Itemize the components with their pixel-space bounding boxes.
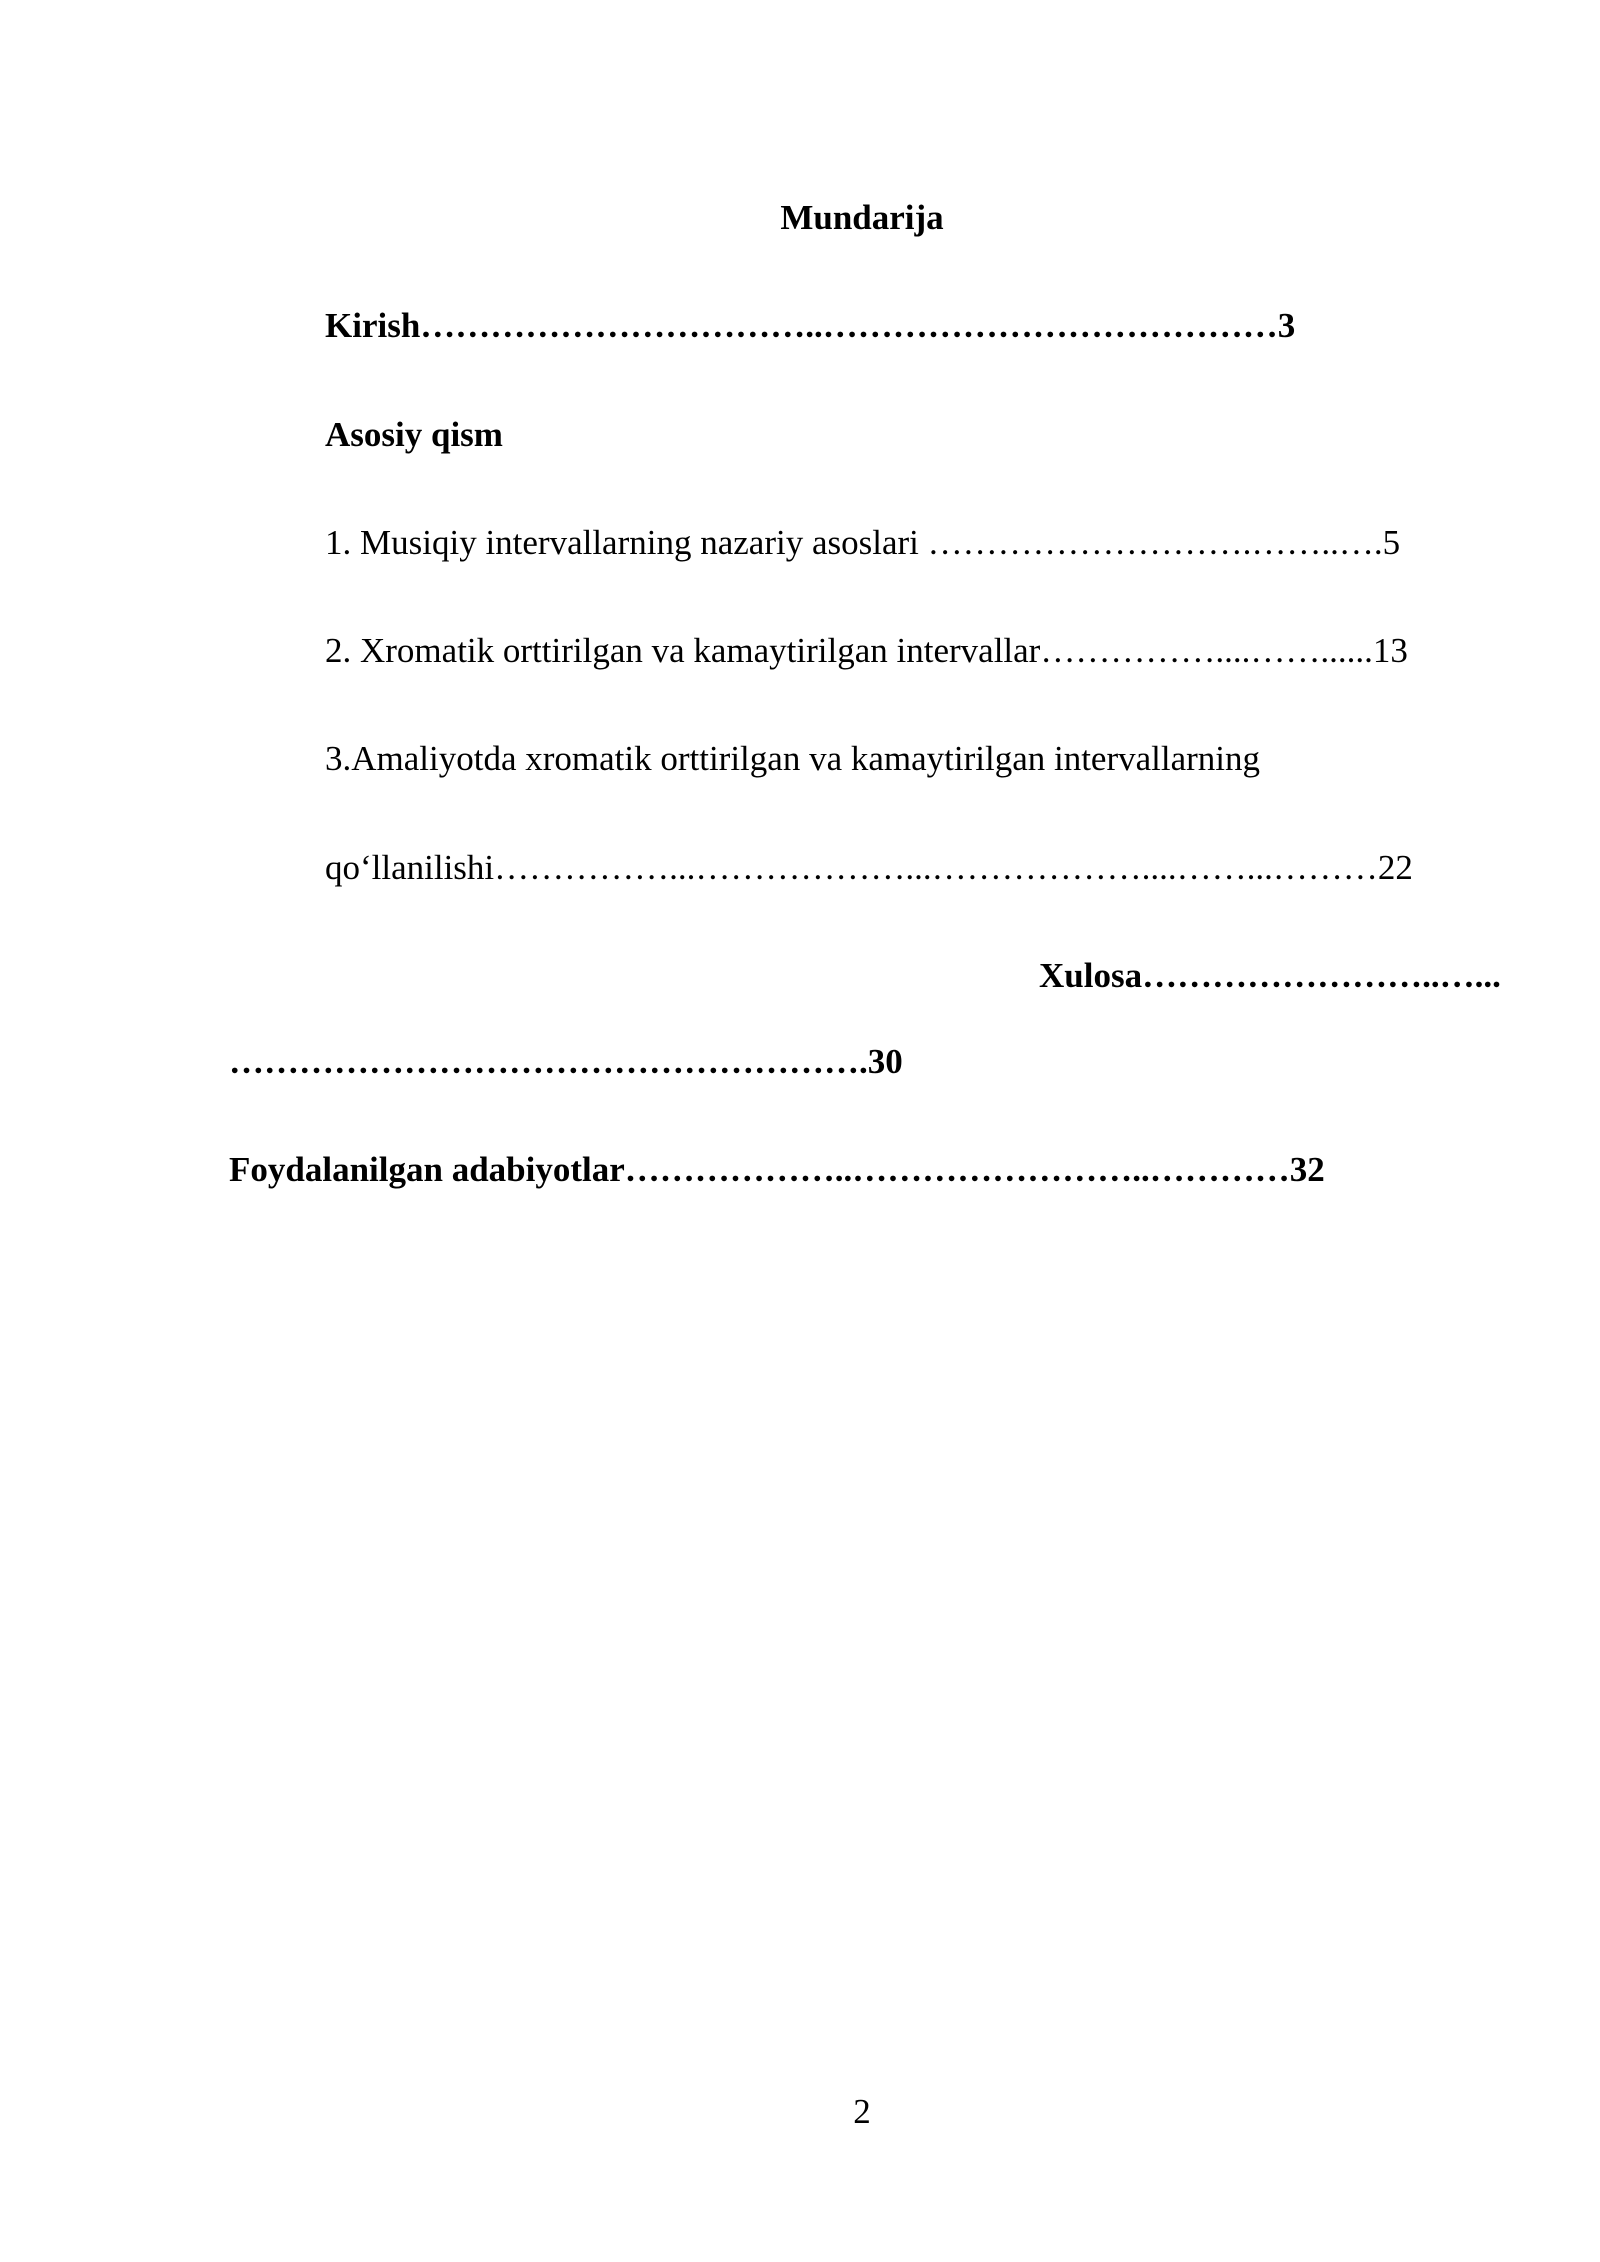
toc-entry-3-line2: qo‘llanilishi……………...………………...………………....……...………22 (325, 848, 1413, 887)
toc-entry-1: 1. Musiqiy intervallarning nazariy asoslari ……………………….……..….5 (325, 523, 1401, 562)
toc-entry-3-line1: 3.Amaliyotda xromatik orttirilgan va kamaytirilgan intervallarning (325, 739, 1261, 778)
toc-title: Mundarija (780, 198, 944, 237)
toc-entry-adabiyotlar: Foydalanilgan adabiyotlar………………..……………………..…………32 (229, 1150, 1325, 1189)
toc-entry-xulosa-continuation: ……………………………………………….30 (229, 1042, 903, 1081)
page-number: 2 (853, 2092, 871, 2131)
toc-entry-kirish: Kirish……………………………..…………………………………3 (325, 306, 1296, 345)
toc-section-heading: Asosiy qism (325, 415, 503, 454)
toc-entry-xulosa: Xulosa……………………..…... (1039, 956, 1501, 995)
toc-entry-2: 2. Xromatik orttirilgan va kamaytirilgan intervallar……………....……......13 (325, 631, 1408, 670)
